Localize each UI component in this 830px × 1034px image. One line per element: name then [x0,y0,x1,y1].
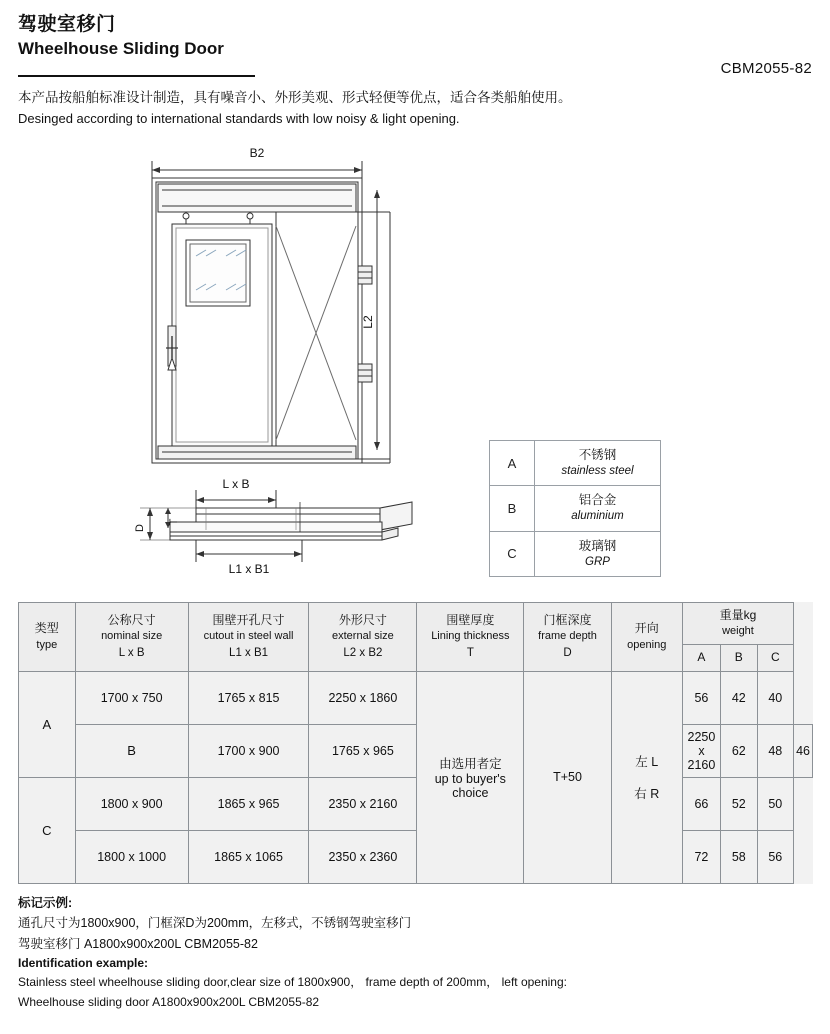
weight-b-4: 58 [721,830,757,883]
material-name-cell [535,441,661,486]
header-weight [682,603,793,645]
header-external-cn: 外形尺寸 [338,612,387,627]
label-l1xb1: L1 x B1 [228,562,270,576]
lining-value-cn: 由选用者定 [439,757,502,772]
header-frame-depth [524,603,611,672]
nominal-size-3: 1800 x 900 [75,777,188,830]
opening-value [611,671,682,883]
type-letter-a: A [19,671,76,777]
page-title-en: Wheelhouse Sliding Door [18,38,224,58]
header-nominal-sym: L x B [118,647,145,660]
header-depth-sym: D [563,647,572,660]
material-letter: C [490,531,535,576]
weight-a-3: 66 [682,777,720,830]
nominal-size-1: 1700 x 750 [75,671,188,724]
label-t: T [168,518,180,526]
description-en: Desinged according to international standards with low noisy & light opening. [18,111,460,126]
header-opening-cn: 开向 [634,621,659,636]
weight-a-1: 56 [682,671,720,724]
weight-c-1: 40 [757,671,794,724]
notes-line1-cn: 通孔尺寸为1800x900，门框深D为200mm，左移式，不锈钢驾驶室移门 [18,916,412,931]
table-row [19,777,813,830]
weight-b-1: 42 [721,671,757,724]
label-b2: B2 [249,146,265,160]
material-name-cell [535,531,661,576]
opening-right: 右 R [634,787,660,802]
weight-a-4: 72 [682,830,720,883]
header-external-en: external size [332,630,394,643]
header-type-cn: 类型 [34,621,59,636]
header-weight-a: A [682,645,720,671]
type-letter-b: B [75,724,188,777]
material-name-en: aluminium [571,510,624,523]
weight-a-2: 62 [721,724,757,777]
header-cutout [188,603,309,672]
material-legend-table [489,440,661,577]
header-lining-cn: 围壁厚度 [446,612,495,627]
lining-thickness-value [417,671,524,883]
header-cutout-sym: L1 x B1 [229,647,269,660]
cutout-size-3: 1865 x 965 [188,777,309,830]
header-weight-en: weight [722,625,754,638]
cutout-size-2: 1765 x 965 [309,724,417,777]
lining-value-en1: up to buyer's [434,772,506,787]
notes-line1-en: Stainless steel wheelhouse sliding door,clear size of 1800x900， frame depth of 200mm， left opening: [18,975,567,990]
material-letter: A [490,441,535,486]
header-cutout-cn: 围壁开孔尺寸 [212,612,285,627]
header-lining-thickness [417,603,524,672]
table-row [490,486,661,531]
table-row [19,830,813,883]
material-letter: B [490,486,535,531]
header-type-en: type [36,638,58,651]
lining-value-en2: choice [452,786,489,801]
notes-line2-cn: 驾驶室移门 A1800x900x200L CBM2055-82 [18,936,258,951]
header-opening [611,603,682,672]
header-depth-en: frame depth [538,630,597,643]
page-title-cn: 驾驶室移门 [18,14,116,35]
weight-c-2: 46 [794,724,813,777]
cutout-size-4: 1865 x 1065 [188,830,309,883]
material-name-en: GRP [585,555,610,568]
label-l2: L2 [361,315,375,329]
weight-c-4: 56 [757,830,794,883]
table-header-row [19,603,813,645]
technical-drawing [0,130,830,585]
external-size-1: 2250 x 1860 [309,671,417,724]
frame-depth-value: T+50 [524,671,611,883]
weight-b-3: 52 [721,777,757,830]
header-external [309,603,417,672]
material-name-cn: 玻璃钢 [578,538,617,553]
external-size-2: 2250 x 2160 [682,724,720,777]
product-code: CBM2055-82 [720,60,812,77]
label-lxb: L x B [222,477,250,491]
opening-left: 左 L [635,755,659,770]
label-d: D [134,524,146,532]
table-row [19,671,813,724]
notes-line2-en: Wheelhouse sliding door A1800x900x200L CBM2055-82 [18,994,320,1009]
header-nominal-size [75,603,188,672]
external-size-4: 2350 x 2360 [309,830,417,883]
header-lining-en: Lining thickness [431,630,510,643]
notes-title-en: Identification example: [18,955,149,970]
title-divider [18,75,255,77]
material-name-cn: 不锈钢 [578,448,617,462]
page-header [18,14,812,126]
material-name-cn: 铝合金 [578,493,617,508]
header-depth-cn: 门框深度 [543,612,592,627]
description-cn: 本产品按船舶标准设计制造，具有噪音小、外形美观、形式轻便等优点，适合各类船舶使用。 [18,90,572,105]
header-cutout-en: cutout in steel wall [203,630,294,643]
weight-c-3: 50 [757,777,794,830]
nominal-size-4: 1800 x 1000 [75,830,188,883]
table-row [490,441,661,486]
type-letter-c: C [19,777,76,883]
cutout-size-1: 1765 x 815 [188,671,309,724]
material-name-cell [535,486,661,531]
header-nominal-cn: 公称尺寸 [107,612,156,627]
header-opening-en: opening [627,638,667,651]
header-nominal-en: nominal size [101,630,163,643]
specification-table-wrapper [18,602,813,884]
header-weight-c: C [757,645,794,671]
notes-title-cn: 标记示例: [18,896,73,910]
table-row [490,531,661,576]
header-external-sym: L2 x B2 [343,647,383,660]
material-name-en: stainless steel [561,464,634,477]
header-weight-b: B [721,645,757,671]
nominal-size-2: 1700 x 900 [188,724,309,777]
external-size-3: 2350 x 2160 [309,777,417,830]
specification-table [18,602,813,884]
weight-b-2: 48 [757,724,794,777]
header-lining-sym: T [466,647,474,660]
identification-example [18,893,813,1012]
table-row [19,724,813,777]
header-weight-cn: 重量kg [719,608,757,622]
header-type [19,603,76,672]
